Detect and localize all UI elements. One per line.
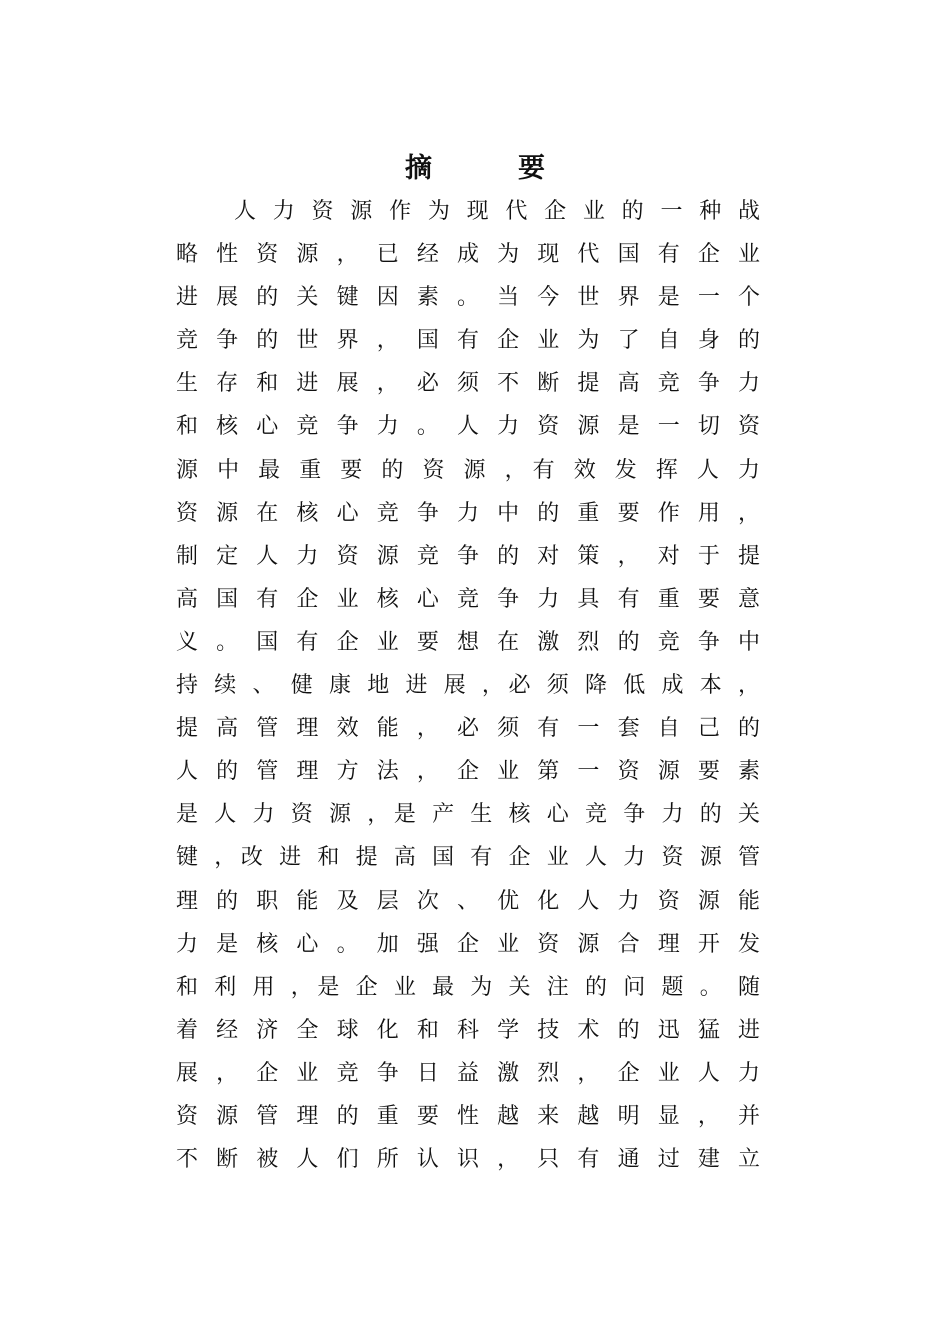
abstract-body: [176, 190, 760, 1181]
text-line: 制 定 人 力 资 源 竞 争 的 对 策 ， 对 于 提: [176, 543, 760, 569]
heading-char-1: 摘: [405, 153, 432, 184]
text-line: 生 存 和 进 展 ， 必 须 不 断 提 高 竞 争 力: [176, 371, 760, 397]
text-line: 人 力 资 源 作 为 现 代 企 业 的 一 种 战: [234, 199, 760, 224]
text-line: 理 的 职 能 及 层 次 、 优 化 人 力 资 源 能: [176, 888, 760, 914]
text-line: 源 中 最 重 要 的 资 源 ，有 效 发 挥 人 力: [176, 457, 760, 483]
text-line: 进 展 的 关 键 因 素 。 当 今 世 界 是 一 个: [176, 285, 760, 311]
text-line: 义 。 国 有 企 业 要 想 在 激 烈 的 竞 争 中: [176, 629, 760, 655]
heading-char-2: 要: [518, 153, 545, 184]
text-line: 提 高 管 理 效 能 ， 必 须 有 一 套 自 己 的: [176, 716, 760, 742]
text-line: 键 ，改 进 和 提 高 国 有 企 业 人 力 资 源 管: [176, 845, 760, 871]
text-line: 人 的 管 理 方 法 ， 企 业 第 一 资 源 要 素: [176, 759, 760, 785]
text-line: 高 国 有 企 业 核 心 竞 争 力 具 有 重 要 意: [176, 586, 760, 612]
text-line: 和 核 心 竞 争 力 。 人 力 资 源 是 一 切 资: [176, 414, 760, 440]
text-line: 不 断 被 人 们 所 认 识 ， 只 有 通 过 建 立: [176, 1147, 760, 1173]
text-line: 是 人 力 资 源 ，是 产 生 核 心 竞 争 力 的 关: [176, 802, 760, 828]
text-line: 持 续 、 健 康 地 进 展 ，必 须 降 低 成 本 ，: [176, 673, 760, 699]
text-line: 略 性 资 源 ， 已 经 成 为 现 代 国 有 企 业: [176, 242, 760, 268]
text-line: 展 ， 企 业 竞 争 日 益 激 烈 ， 企 业 人 力: [176, 1060, 760, 1086]
text-line: 竞 争 的 世 界 ， 国 有 企 业 为 了 自 身 的: [176, 328, 760, 354]
text-line: 力 是 核 心 。 加 强 企 业 资 源 合 理 开 发: [176, 931, 760, 957]
text-line: 资 源 在 核 心 竞 争 力 中 的 重 要 作 用 ，: [176, 500, 760, 526]
abstract-heading: [0, 146, 950, 185]
text-line: 资 源 管 理 的 重 要 性 越 来 越 明 显 ， 并: [176, 1103, 760, 1129]
text-line: 和 利 用 ，是 企 业 最 为 关 注 的 问 题 。 随: [176, 974, 760, 1000]
text-line: 着 经 济 全 球 化 和 科 学 技 术 的 迅 猛 进: [176, 1017, 760, 1043]
